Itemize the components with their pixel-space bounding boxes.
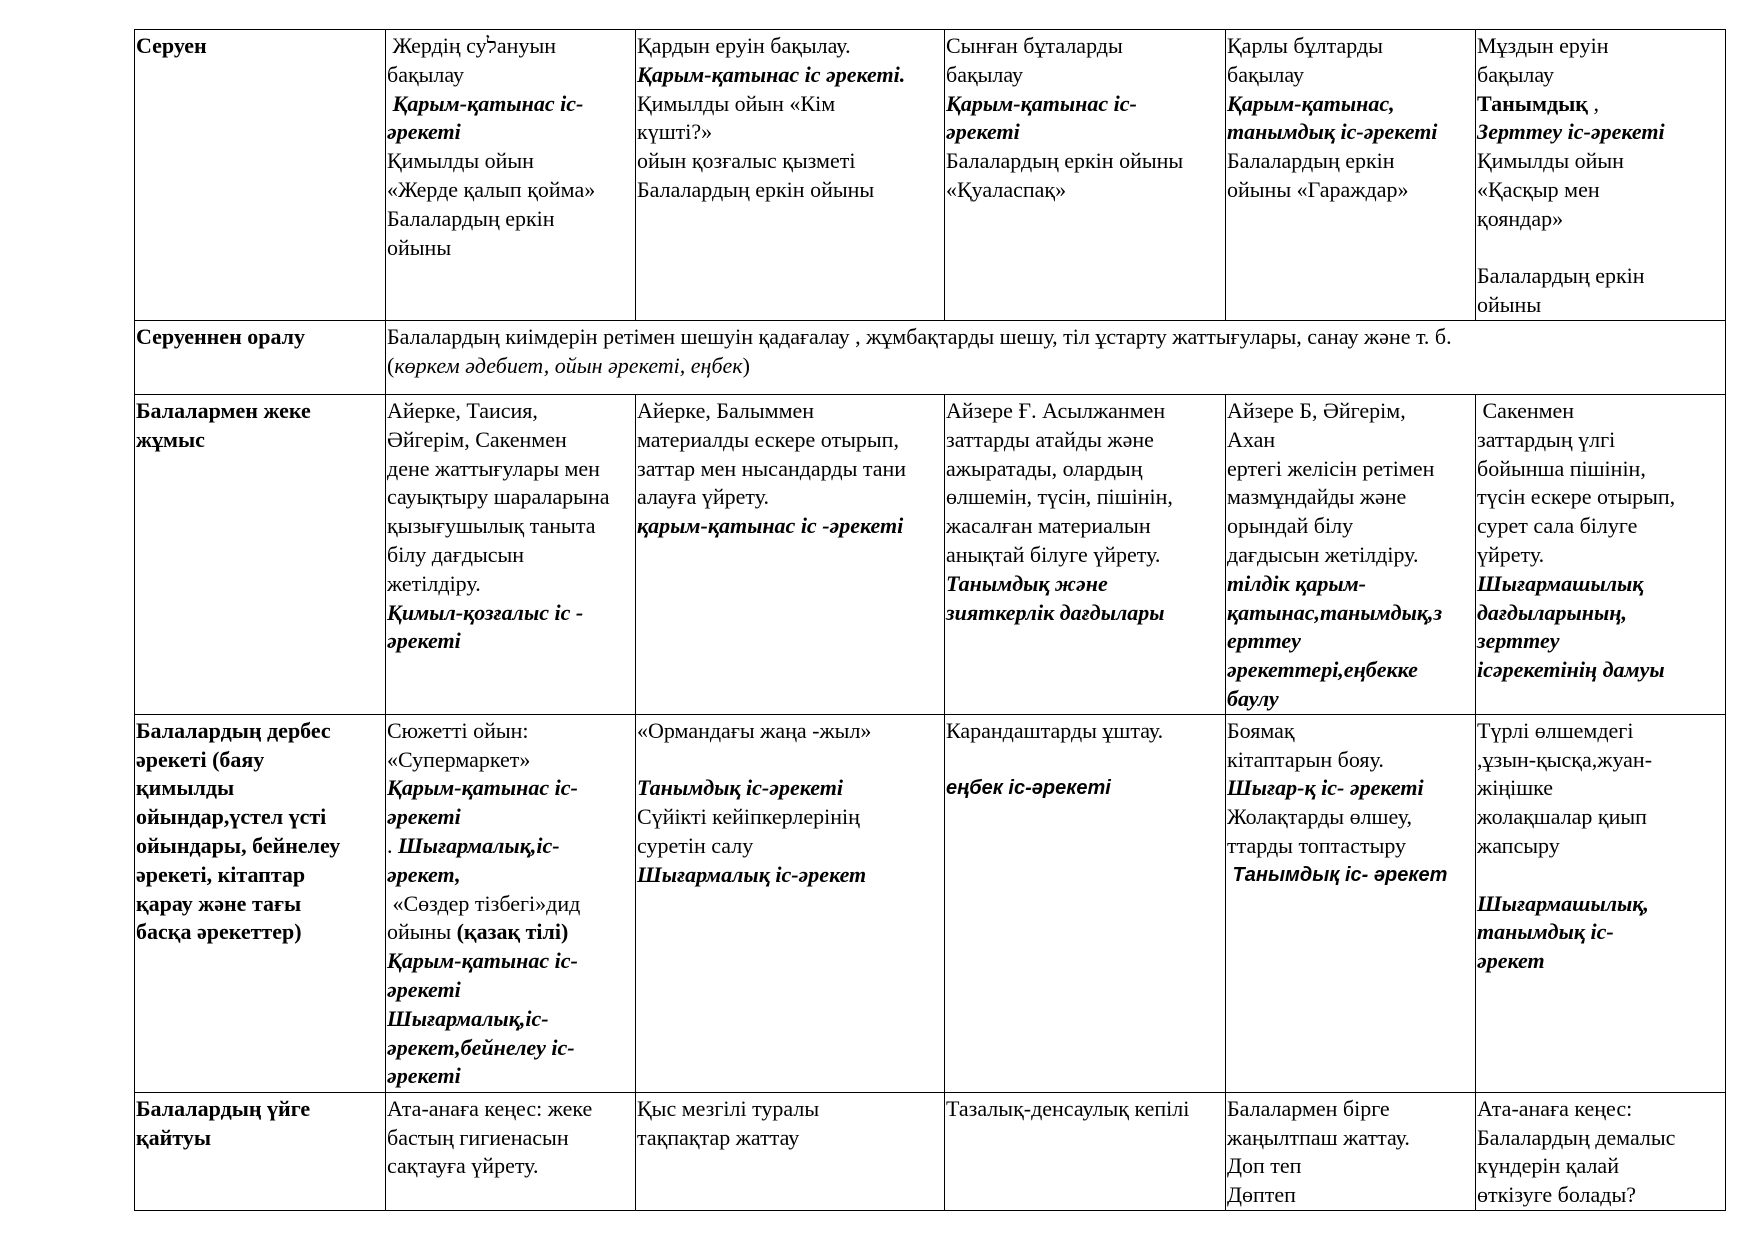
activity-type: ісәрекетінің дамуы	[1477, 657, 1665, 683]
cell-line: «Супермаркет»	[387, 746, 531, 772]
cell-line: өлшемін, түсін, пішінін,	[946, 484, 1173, 510]
cell-line: Айзере Б, Әйгерім,	[1227, 397, 1406, 423]
row-label-individual	[135, 394, 386, 714]
cell-line: Қарлы бұлтарды	[1227, 33, 1383, 58]
label-text: Балалардың үйге	[136, 1095, 311, 1121]
cell-line: жіңішке	[1477, 775, 1554, 801]
cell-line: Айерке, Таисия,	[387, 397, 538, 423]
cell-line: Балалардың демалыс	[1477, 1124, 1676, 1150]
cell-line: Сүйікті кейіпкерлерінің	[637, 804, 860, 830]
cell-line: сурет сала білуге	[1477, 513, 1638, 539]
activity-type: еңбек іс-әрекеті	[946, 777, 1111, 800]
cell-line: ойыны	[1477, 292, 1542, 318]
cell-line: үйрету.	[1477, 541, 1545, 567]
cell-line: жолақшалар қиып	[1477, 804, 1647, 830]
label-text: қарау және тағы	[136, 890, 302, 916]
cell-line: жаңылтпаш жаттау.	[1227, 1124, 1410, 1150]
activity-type: әрекеттері,еңбекке	[1227, 657, 1418, 683]
activity-type: Танымдық іс- әрекет	[1227, 863, 1448, 886]
activity-type: Танымдық	[1477, 90, 1588, 116]
cell-line: жетілдіру.	[387, 570, 481, 596]
row-label-independent	[135, 714, 386, 1092]
cell-line: Дөптеп	[1227, 1182, 1296, 1208]
activity-type: Зерттеу іс-әрекеті	[1477, 119, 1665, 145]
independent-cell-4	[1226, 714, 1476, 1092]
cell-line: Балалардың еркін ойыны	[946, 148, 1184, 174]
cell-line: қызығушылық таныта	[387, 513, 596, 539]
cell-line: Ата-анаға кеңес: жеке	[387, 1095, 593, 1121]
activity-type: Қарым-қатынас іс әрекеті.	[637, 61, 906, 87]
cell-line: Қыс мезгілі туралы	[637, 1095, 820, 1121]
activity-type: қатынас,танымдық,з	[1227, 599, 1443, 625]
label-text: ойындар,үстел үсті	[136, 804, 327, 830]
cell-line: ойыны	[387, 234, 452, 260]
cell-line: тақпақтар жаттау	[637, 1124, 800, 1150]
walk-cell-4	[1226, 30, 1476, 321]
cell-line: Балалардың еркін ойыны	[637, 176, 875, 202]
cell-line: Жердің суלануын	[387, 33, 557, 58]
cell-line: Сынған бұталарды	[946, 33, 1123, 58]
cell-text: ойыны	[387, 919, 457, 945]
activity-type: Қимыл-қозғалыс іс -	[387, 599, 584, 625]
language-note: (қазақ тілі)	[456, 919, 569, 945]
cell-line: дене жаттығулары мен	[387, 455, 600, 481]
label-text: қайтуы	[136, 1124, 212, 1150]
individual-cell-4	[1226, 394, 1476, 714]
activity-type: танымдық іс-	[1477, 919, 1614, 945]
cell-line: мазмұндайды және	[1227, 484, 1407, 510]
activity-type: Қарым-қатынас,	[1227, 90, 1395, 116]
cell-line: Қардын еруін бақылау.	[637, 33, 851, 58]
cell-line: Карандаштарды ұштау.	[946, 717, 1164, 743]
cell-line: күндерін қалай	[1477, 1153, 1619, 1179]
cell-text: .	[387, 832, 398, 858]
individual-cell-2	[636, 394, 945, 714]
cell-text: ,	[1593, 90, 1599, 116]
independent-cell-2	[636, 714, 945, 1092]
cell-line: Балалардың еркін	[1477, 263, 1645, 289]
cell-line: Сюжетті ойын:	[387, 717, 529, 743]
activity-type: Танымдық іс-әрекеті	[637, 775, 843, 801]
cell-line: Балалардың киімдерін ретімен шешуін қадағалау , жұмбақтарды шешу, тіл ұстарту жаттығулары, санау және т. б.	[387, 323, 1452, 349]
cell-line: жапсыру	[1477, 832, 1560, 858]
cell-line: Сакенмен	[1477, 397, 1575, 423]
home-cell-1	[386, 1092, 636, 1210]
row-independent-activity	[135, 714, 1726, 1092]
cell-line: суретін салу	[637, 832, 754, 858]
cell-line: бақылау	[946, 61, 1024, 87]
cell-line: Балалардың еркін	[1227, 148, 1395, 174]
activity-type: Қарым-қатынас іс-	[946, 90, 1137, 116]
cell-line: бойынша пішінін,	[1477, 455, 1646, 481]
home-cell-5	[1476, 1092, 1726, 1210]
cell-line: Тазалық-денсаулық кепілі	[946, 1095, 1190, 1121]
label-text: әрекеті (баяу	[136, 746, 265, 772]
cell-line: Ахан	[1227, 426, 1276, 452]
cell-line: «Ормандағы жаңа -жыл»	[637, 717, 872, 743]
walk-cell-5	[1476, 30, 1726, 321]
label-text: қимылды	[136, 775, 235, 801]
independent-cell-5	[1476, 714, 1726, 1092]
cell-line: өткізуге болады?	[1477, 1182, 1637, 1208]
cell-line: сақтауға үйрету.	[387, 1153, 539, 1179]
row-walk	[135, 30, 1726, 321]
cell-line: «Қуаласпақ»	[946, 176, 1067, 202]
cell-line: заттарды атайды және	[946, 426, 1154, 452]
individual-cell-5	[1476, 394, 1726, 714]
row-return	[135, 320, 1726, 394]
activity-type: әрекет	[1477, 948, 1545, 974]
activity-type: Шығармашылық,	[1477, 890, 1649, 916]
label-text: ойындары, бейнелеу	[136, 832, 341, 858]
cell-line: түсін ескере отырып,	[1477, 484, 1676, 510]
cell-line: ертегі желісін ретімен	[1227, 455, 1435, 481]
label-text: Балалармен жеке	[136, 397, 311, 423]
activity-type: әрекеті	[946, 119, 1020, 145]
activity-type: әрекет,бейнелеу іс-	[387, 1034, 575, 1060]
cell-line: «Қасқыр мен	[1477, 176, 1600, 202]
activity-type: Қарым-қатынас іс-	[387, 90, 584, 116]
walk-cell-1	[386, 30, 636, 321]
activity-type: зияткерлік дағдылары	[946, 599, 1165, 625]
cell-line: қояндар»	[1477, 205, 1564, 231]
individual-cell-1	[386, 394, 636, 714]
label-text: Серуеннен оралу	[136, 323, 306, 349]
activity-type: тілдік қарым-	[1227, 570, 1367, 596]
home-cell-3	[945, 1092, 1226, 1210]
cell-line: «Сөздер тізбегі»дид	[387, 890, 581, 916]
activity-type: баулу	[1227, 685, 1279, 711]
activity-type: Қарым-қатынас іс-	[387, 948, 578, 974]
activity-type: әрекеті	[387, 804, 461, 830]
activity-type: Шығармалық,іс-	[398, 832, 560, 858]
cell-text: (	[387, 352, 395, 378]
cell-line: алауға үйрету.	[637, 484, 770, 510]
cell-line: материалды ескере отырып,	[637, 426, 899, 452]
row-label-return	[135, 320, 386, 394]
activity-note: көркем әдебиет, ойын әрекеті, еңбек	[394, 352, 743, 378]
cell-line: ттарды топтастыру	[1227, 832, 1407, 858]
label-text: басқа әрекеттер)	[136, 919, 302, 945]
activity-type: әрекеті	[387, 976, 461, 1002]
row-label-walk	[135, 30, 386, 321]
label-text: Серуен	[136, 33, 207, 58]
cell-line: ойыны «Гараждар»	[1227, 176, 1409, 202]
cell-line: Түрлі өлшемдегі	[1477, 717, 1634, 743]
cell-line: Боямақ	[1227, 717, 1295, 743]
cell-line: Қимылды ойын «Кім	[637, 90, 836, 116]
cell-line: Балалардың еркін	[387, 205, 555, 231]
cell-line: білу дағдысын	[387, 541, 525, 567]
daily-plan-table	[134, 29, 1726, 1211]
cell-text: )	[742, 352, 750, 378]
cell-line: бастың гигиенасын	[387, 1124, 569, 1150]
activity-type: қарым-қатынас іс -әрекеті	[637, 513, 904, 539]
activity-type: зерттеу	[1477, 628, 1560, 654]
activity-type: Шығармалық іс-әрекет	[637, 861, 867, 887]
activity-type: әрекеті	[387, 1063, 461, 1089]
return-cell	[386, 320, 1726, 394]
label-text: жұмыс	[136, 426, 205, 452]
cell-line: Айерке, Балыммен	[637, 397, 815, 423]
cell-line: жасалған материалын	[946, 513, 1151, 539]
walk-cell-2	[636, 30, 945, 321]
cell-line: дағдысын жетілдіру.	[1227, 541, 1419, 567]
row-individual-work	[135, 394, 1726, 714]
label-text: Балалардың дербес	[136, 717, 331, 743]
cell-line: Ата-анаға кеңес:	[1477, 1095, 1633, 1121]
activity-type: ерттеу	[1227, 628, 1301, 654]
cell-line: күшті?»	[637, 119, 713, 145]
cell-line: заттардың үлгі	[1477, 426, 1616, 452]
cell-line: орындай білу	[1227, 513, 1354, 539]
cell-line: Жолақтарды өлшеу,	[1227, 804, 1413, 830]
cell-line: Айзере Ғ. Асылжанмен	[946, 397, 1166, 423]
cell-line: анықтай білуге үйрету.	[946, 541, 1161, 567]
independent-cell-1	[386, 714, 636, 1092]
cell-line: Әйгерім, Сакенмен	[387, 426, 567, 452]
activity-type: әрекеті	[387, 119, 461, 145]
row-going-home	[135, 1092, 1726, 1210]
cell-line: заттар мен нысандарды тани	[637, 455, 907, 481]
cell-line: бақылау	[1227, 61, 1305, 87]
activity-type: Шығармашылық	[1477, 570, 1644, 596]
activity-type: әрекет,	[387, 861, 461, 887]
cell-line: бақылау	[387, 61, 465, 87]
cell-line: Балалармен бірге	[1227, 1095, 1390, 1121]
activity-type: Шығар-қ іс- әрекеті	[1227, 775, 1424, 801]
individual-cell-3	[945, 394, 1226, 714]
row-label-home	[135, 1092, 386, 1210]
cell-line: Қимылды ойын	[1477, 148, 1624, 174]
activity-type: дағдыларының,	[1477, 599, 1627, 625]
cell-line: бақылау	[1477, 61, 1555, 87]
independent-cell-3	[945, 714, 1226, 1092]
label-text: әрекеті, кітаптар	[136, 861, 306, 887]
cell-line: Мұздын еруін	[1477, 33, 1609, 58]
activity-type: Танымдық және	[946, 570, 1108, 596]
cell-line: «Жерде қалып қойма»	[387, 176, 596, 202]
home-cell-2	[636, 1092, 945, 1210]
cell-line: Доп теп	[1227, 1153, 1302, 1179]
home-cell-4	[1226, 1092, 1476, 1210]
cell-line: ,ұзын-қысқа,жуан-	[1477, 746, 1653, 772]
walk-cell-3	[945, 30, 1226, 321]
cell-line: кітаптарын бояу.	[1227, 746, 1384, 772]
activity-type: Қарым-қатынас іс-	[387, 775, 578, 801]
activity-type: танымдық іс-әрекеті	[1227, 119, 1438, 145]
cell-line: Қимылды ойын	[387, 148, 534, 174]
activity-type: Шығармалық,іс-	[387, 1005, 549, 1031]
cell-line: ойын қозғалыс қызметі	[637, 148, 856, 174]
cell-line: сауықтыру шараларына	[387, 484, 610, 510]
cell-line: ажыратады, олардың	[946, 455, 1143, 481]
activity-type: әрекеті	[387, 628, 461, 654]
